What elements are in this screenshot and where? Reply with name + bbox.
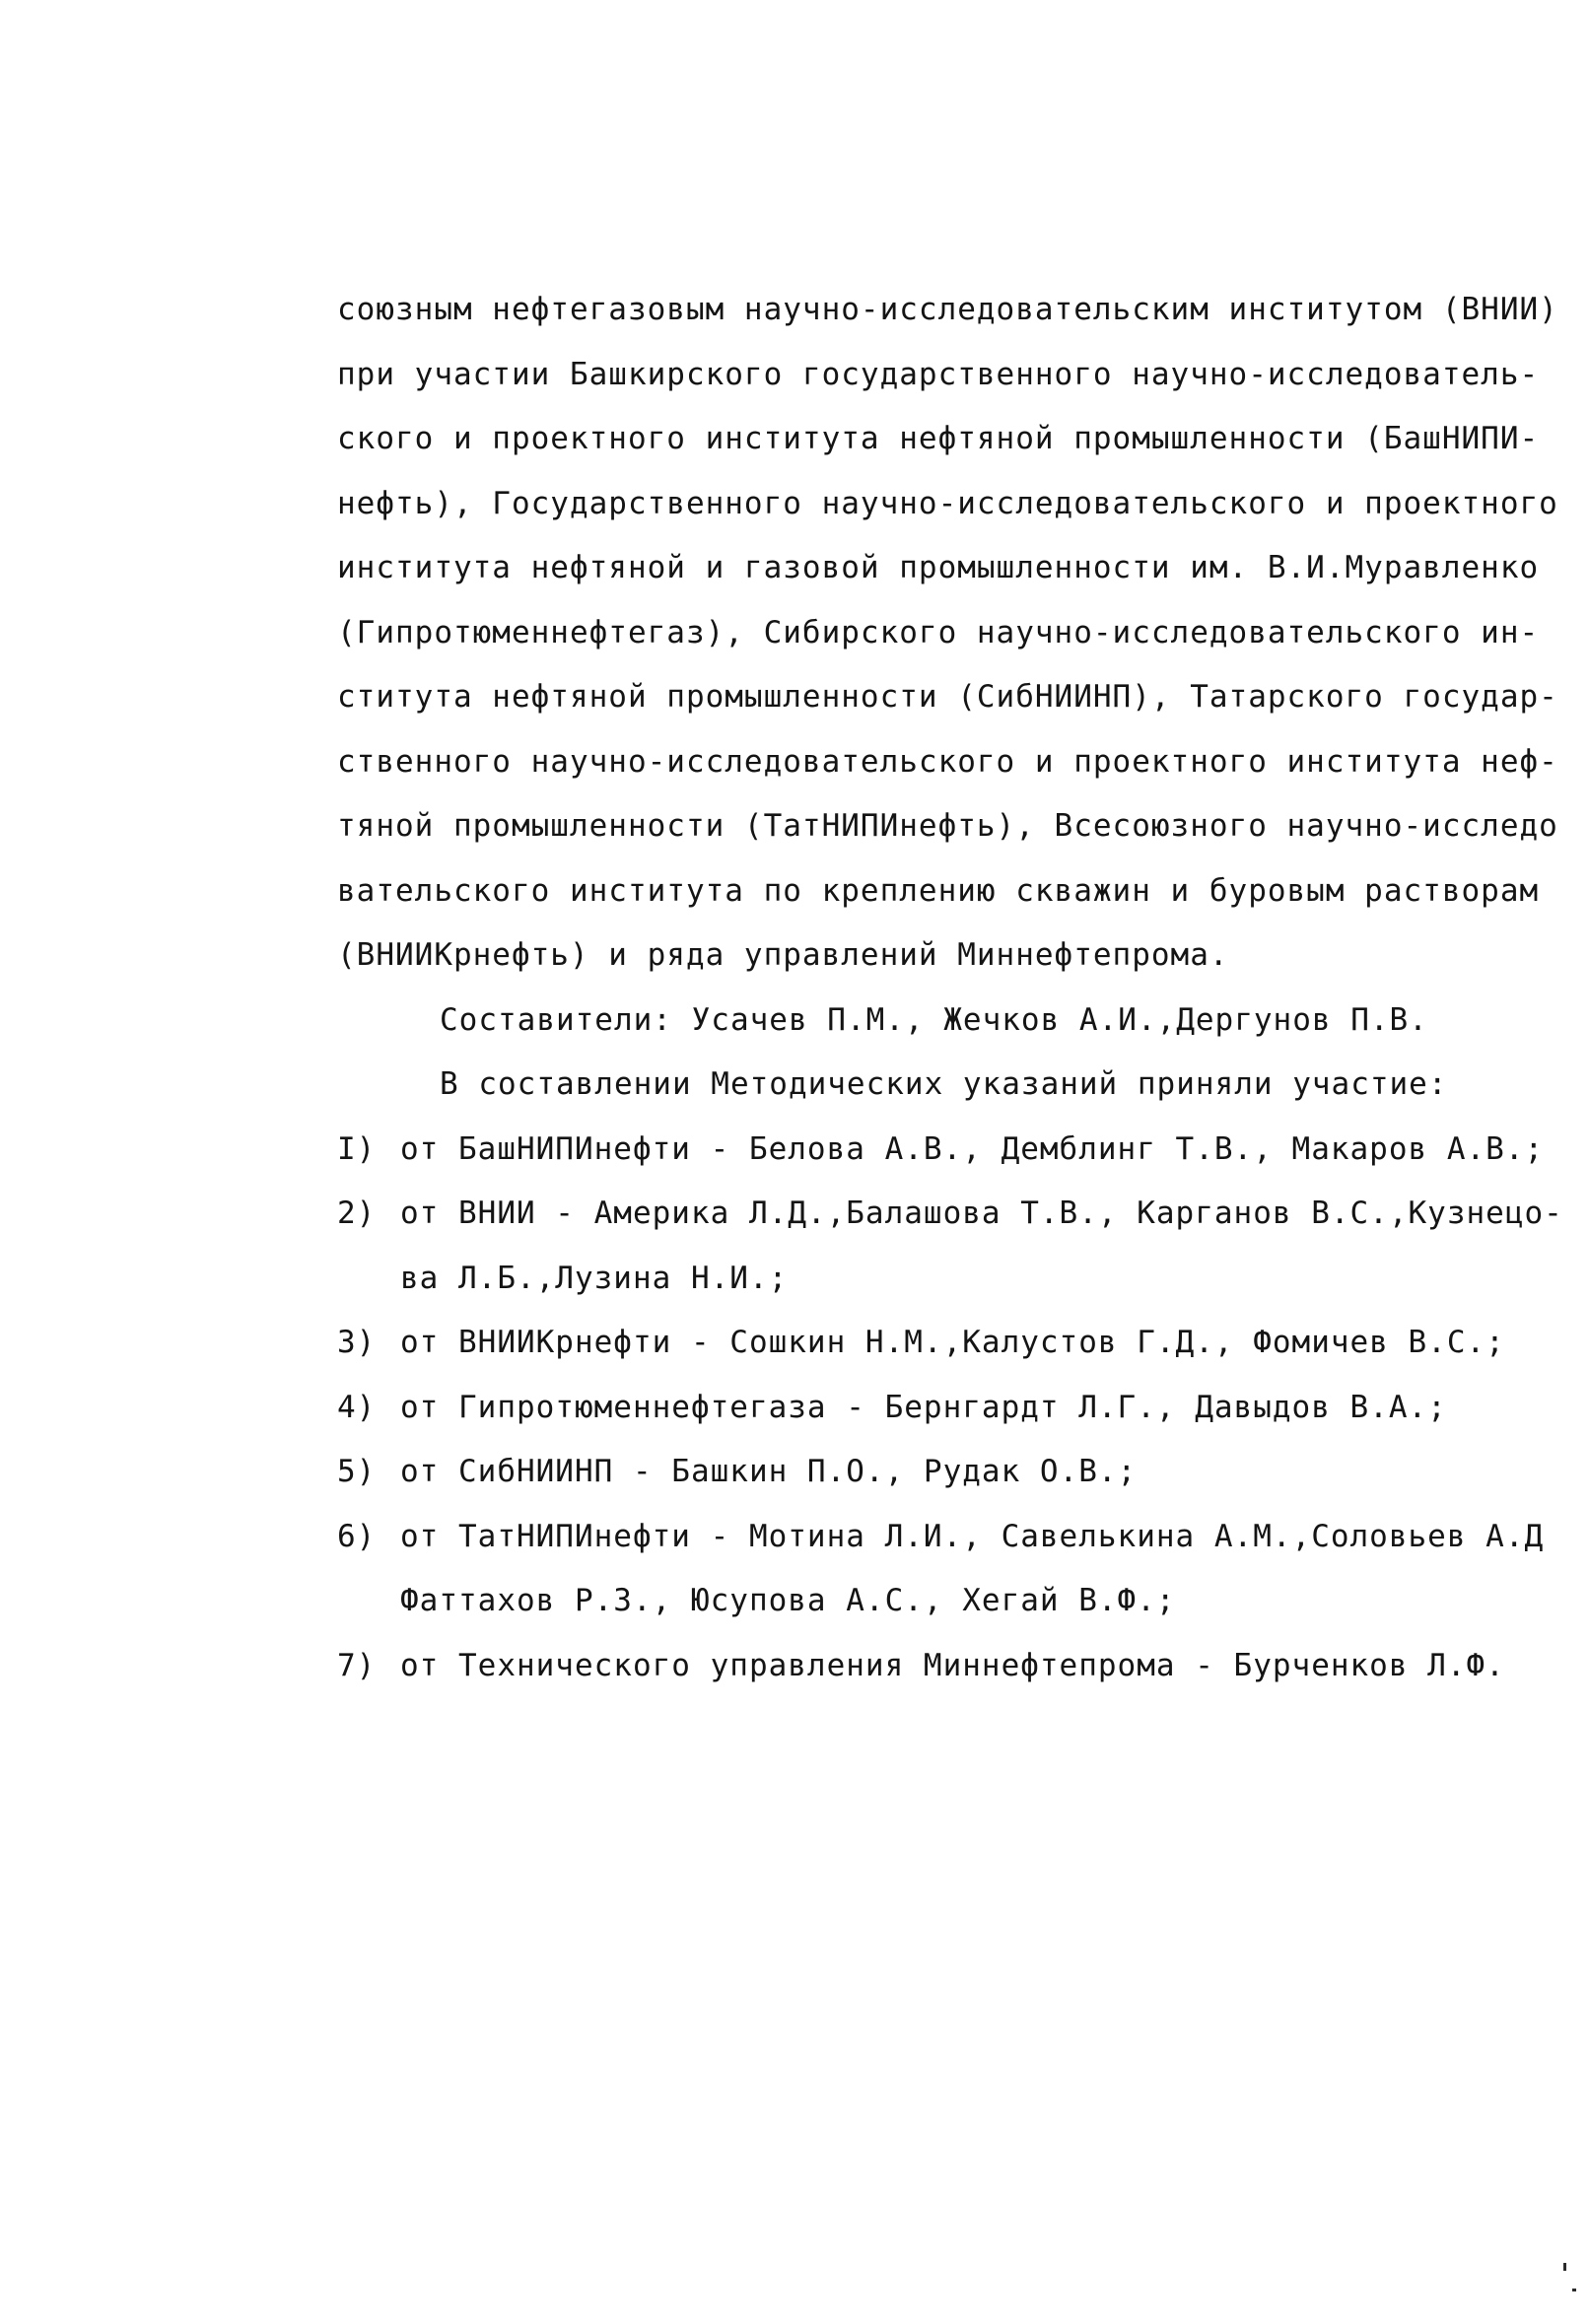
- paragraph-line: вательского института по креплению скважин и буровым растворам: [337, 872, 1540, 909]
- list-item: [337, 1634, 1569, 1699]
- participants-list: [337, 1118, 1569, 1699]
- list-item: [337, 1311, 1569, 1376]
- list-item: [337, 1505, 1569, 1570]
- list-item-text: от Гипротюменнефтегаза - Бернгардт Л.Г., Давыдов В.А.;: [400, 1389, 1447, 1425]
- paragraph-line: института нефтяной и газовой промышленности им. В.И.Муравленко: [337, 550, 1540, 585]
- paragraph-line: ственного научно-исследовательского и проектного института неф-: [337, 743, 1558, 780]
- scan-artifact: [1572, 2289, 1576, 2291]
- list-item-text: от СибНИИНП - Башкин П.О., Рудак О.В.;: [400, 1454, 1138, 1489]
- list-item: [337, 1182, 1569, 1247]
- list-item: [337, 1440, 1569, 1505]
- list-item-text: от ВНИИ - Америка Л.Д.,Балашова Т.В., Карганов В.С.,Кузнецо-: [400, 1196, 1563, 1231]
- list-item-number: 2): [337, 1196, 377, 1231]
- list-item-number: 6): [337, 1518, 377, 1554]
- scan-artifact: [1563, 2263, 1566, 2271]
- list-item: [337, 1376, 1569, 1441]
- intro-paragraph: [337, 278, 1569, 989]
- paragraph-line: ского и проектного института нефтяной промышленности (БашНИПИ-: [337, 421, 1540, 456]
- list-item-number: 4): [337, 1389, 377, 1425]
- list-item-text: от ТатНИПИнефти - Мотина Л.И., Савелькина А.М.,Соловьев А.Д: [400, 1518, 1545, 1554]
- list-item-text: от БашНИПИнефти - Белова А.В., Демблинг Т.В., Макаров А.В.;: [400, 1130, 1545, 1167]
- list-item-number: 7): [337, 1647, 377, 1683]
- list-item-continuation: Фаттахов Р.З., Юсупова А.С., Хегай В.Ф.;: [400, 1583, 1176, 1618]
- compilers-line: Составители: Усачев П.М., Жечков А.И.,Дергунов П.В.: [440, 1001, 1428, 1038]
- list-item-number: 3): [337, 1325, 377, 1360]
- paragraph-line: ститута нефтяной промышленности (СибНИИНП), Татарского государ-: [337, 679, 1558, 715]
- typewritten-text: [337, 278, 1569, 1698]
- list-item-text: от Технического управления Миннефтепрома - Бурченков Л.Ф.: [400, 1647, 1505, 1683]
- participants-heading: В составлении Методических указаний приняли участие:: [440, 1066, 1448, 1102]
- list-item: [337, 1118, 1569, 1183]
- paragraph-line: при участии Башкирского государственного научно-исследователь-: [337, 356, 1540, 392]
- paragraph-line: (Гипротюменнефтегаз), Сибирского научно-исследовательского ин-: [337, 614, 1540, 650]
- paragraph-line: союзным нефтегазовым научно-исследовательским институтом (ВНИИ): [337, 292, 1558, 327]
- paragraph-line: тяной промышленности (ТатНИПИнефть), Всесоюзного научно-исследо: [337, 808, 1558, 844]
- list-item-number: 5): [337, 1454, 377, 1489]
- paragraph-line: (ВНИИКрнефть) и ряда управлений Миннефтепрома.: [337, 937, 1229, 973]
- list-item-number: I): [337, 1130, 377, 1167]
- list-item-continuation: ва Л.Б.,Лузина Н.И.;: [400, 1260, 789, 1296]
- paragraph-line: нефть), Государственного научно-исследовательского и проектного: [337, 485, 1558, 521]
- list-item-text: от ВНИИКрнефти - Сошкин Н.М.,Калустов Г.Д., Фомичев В.С.;: [400, 1325, 1505, 1360]
